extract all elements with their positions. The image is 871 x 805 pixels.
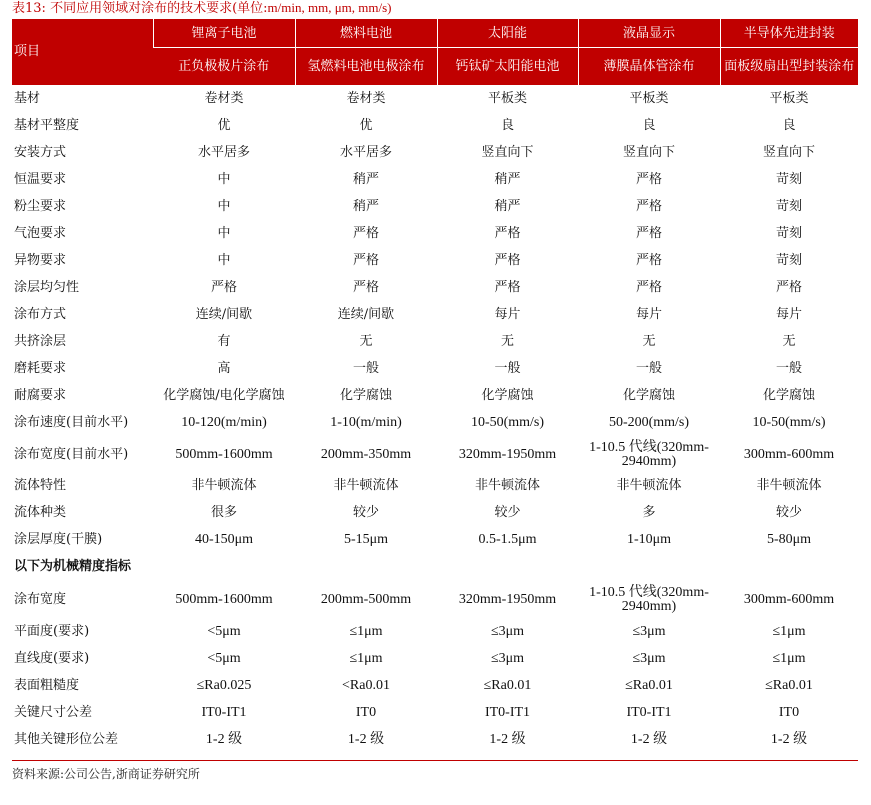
table-cell: 严格 bbox=[775, 280, 802, 295]
table-cell: 一般 bbox=[635, 361, 662, 376]
table-cell: 中 bbox=[217, 172, 231, 187]
table-cell: IT0 bbox=[778, 705, 800, 720]
requirements-table bbox=[12, 19, 858, 754]
table-cell: 稍严 bbox=[352, 199, 379, 214]
row-label: 关键尺寸公差 bbox=[14, 705, 93, 720]
table-cell: 每片 bbox=[635, 307, 662, 322]
table-cell: ≤1μm bbox=[772, 624, 806, 639]
table-cell: 稍严 bbox=[494, 199, 521, 214]
table-cell: 竖直向下 bbox=[481, 145, 534, 160]
table-cell: IT0-IT1 bbox=[201, 705, 247, 720]
table-cell: ≤3μm bbox=[632, 651, 666, 666]
table-cell: 1-2 级 bbox=[347, 732, 385, 747]
table-cell: 5-80μm bbox=[766, 532, 812, 547]
table-cell: 很多 bbox=[210, 505, 237, 520]
table-row bbox=[12, 410, 858, 437]
group-header: 太阳能 bbox=[437, 19, 578, 48]
table-row bbox=[12, 329, 858, 356]
table-cell: 严格 bbox=[210, 280, 237, 295]
table-cell: 1-2 级 bbox=[205, 732, 243, 747]
table-cell: 优 bbox=[217, 118, 231, 133]
row-label: 涂布宽度(目前水平) bbox=[14, 446, 129, 462]
table-cell: ≤3μm bbox=[632, 624, 666, 639]
table-cell: 平板类 bbox=[487, 90, 527, 106]
table-cell: 500mm-1600mm bbox=[175, 591, 273, 607]
table-cell: 一般 bbox=[775, 361, 802, 376]
table-cell: 苛刻 bbox=[775, 226, 802, 241]
table-cell: 良 bbox=[642, 118, 656, 133]
table-cell: 非牛顿流体 bbox=[616, 478, 682, 493]
table-cell: 1-10μm bbox=[626, 532, 672, 547]
row-label: 基材 bbox=[14, 91, 41, 106]
table-cell: 0.5-1.5μm bbox=[478, 532, 537, 547]
table-body bbox=[12, 85, 858, 754]
row-label: 异物要求 bbox=[14, 253, 67, 268]
row-label: 粉尘要求 bbox=[14, 199, 67, 214]
table-cell: 300mm-600mm bbox=[743, 591, 835, 607]
caption-prefix: 表13: bbox=[12, 1, 46, 16]
table-row bbox=[12, 619, 858, 646]
row-label: 安装方式 bbox=[14, 145, 67, 160]
table-cell: 化学腐蚀 bbox=[762, 388, 815, 403]
group-header: 液晶显示 bbox=[578, 19, 720, 48]
table-cell: 良 bbox=[782, 118, 796, 133]
table-cell: IT0-IT1 bbox=[484, 705, 531, 720]
source-note: 资料来源:公司公告,浙商证券研究所 bbox=[12, 767, 200, 781]
group-header: 燃料电池 bbox=[295, 19, 437, 48]
table-cell: ≤Ra0.025 bbox=[196, 678, 252, 693]
table-cell: 卷材类 bbox=[204, 90, 244, 106]
table-cell: 500mm-1600mm bbox=[175, 446, 273, 462]
table-row bbox=[12, 727, 858, 754]
section-title: 以下为机械精度指标 bbox=[14, 559, 132, 574]
table-cell: 1-2 级 bbox=[489, 732, 526, 747]
row-header-label: 项目 bbox=[12, 19, 153, 85]
table-row bbox=[12, 581, 858, 619]
row-label: 气泡要求 bbox=[14, 226, 67, 241]
table-row bbox=[12, 527, 858, 554]
caption-units: m/min, mm, μm, mm/s) bbox=[267, 0, 392, 15]
table-cell: 连续/间歇 bbox=[337, 307, 395, 322]
table-cell: IT0 bbox=[355, 705, 377, 720]
table-cell: 苛刻 bbox=[775, 253, 802, 268]
table-cell: 非牛顿流体 bbox=[333, 478, 399, 493]
table-row bbox=[12, 500, 858, 527]
table-row bbox=[12, 473, 858, 500]
subgroup-header: 薄膜晶体管涂布 bbox=[578, 48, 720, 86]
table-cell: 竖直向下 bbox=[622, 145, 675, 160]
table-cell: IT0-IT1 bbox=[626, 705, 672, 720]
row-label: 涂层均匀性 bbox=[14, 280, 80, 295]
table-cell: 化学腐蚀 bbox=[622, 388, 675, 403]
table-cell: ≤3μm bbox=[490, 624, 525, 639]
table-cell: 5-15μm bbox=[343, 532, 389, 547]
table-cell: 优 bbox=[359, 118, 373, 133]
row-label: 其他关键形位公差 bbox=[14, 732, 119, 747]
table-cell: ≤Ra0.01 bbox=[483, 678, 532, 693]
table-cell: 10-50(mm/s) bbox=[470, 415, 545, 430]
table-cell: 50-200(mm/s) bbox=[608, 415, 690, 430]
table-cell: 一般 bbox=[352, 361, 379, 376]
table-cell: 非牛顿流体 bbox=[191, 478, 257, 493]
table-cell: ≤Ra0.01 bbox=[625, 678, 673, 693]
row-label: 共挤涂层 bbox=[14, 334, 67, 349]
row-label: 流体特性 bbox=[14, 478, 67, 493]
subgroup-header: 正负极极片涂布 bbox=[153, 48, 295, 86]
subgroup-header: 氢燃料电池电极涂布 bbox=[295, 48, 437, 86]
table-cell: 平板类 bbox=[769, 90, 809, 106]
table-row bbox=[12, 673, 858, 700]
table-cell: 每片 bbox=[494, 307, 521, 322]
table-row bbox=[12, 275, 858, 302]
table-cell: 每片 bbox=[775, 307, 802, 322]
table-cell: 严格 bbox=[494, 226, 521, 241]
table-cell: 稍严 bbox=[494, 172, 521, 187]
table-row bbox=[12, 221, 858, 248]
subgroup-header: 面板级扇出型封装涂布 bbox=[720, 48, 858, 86]
table-row bbox=[12, 113, 858, 140]
table-cell: 一般 bbox=[494, 361, 521, 376]
row-label: 涂布宽度 bbox=[14, 591, 67, 607]
row-label: 直线度(要求) bbox=[14, 651, 90, 666]
row-label: 流体种类 bbox=[14, 505, 67, 520]
table-cell: 化学腐蚀 bbox=[339, 388, 392, 403]
row-label: 基材平整度 bbox=[14, 118, 80, 133]
table-row bbox=[12, 700, 858, 727]
table-row bbox=[12, 302, 858, 329]
table-cell: 苛刻 bbox=[775, 172, 802, 187]
table-cell: 中 bbox=[217, 199, 231, 214]
table-cell: 高 bbox=[217, 361, 231, 376]
table-cell: 竖直向下 bbox=[762, 145, 815, 160]
table-cell: 1-10(m/min) bbox=[330, 415, 402, 430]
table-cell: 严格 bbox=[635, 199, 662, 214]
row-label: 平面度(要求) bbox=[14, 624, 90, 639]
table-cell: 严格 bbox=[635, 226, 662, 241]
row-label: 耐腐要求 bbox=[14, 388, 67, 403]
table-cell: 较少 bbox=[352, 505, 379, 520]
table-cell: 无 bbox=[782, 334, 796, 349]
table-cell: 中 bbox=[217, 226, 231, 241]
row-label: 涂布速度(目前水平) bbox=[14, 415, 129, 430]
table-cell: 40-150μm bbox=[194, 532, 254, 547]
table-cell: 连续/间歇 bbox=[195, 307, 253, 322]
table-row bbox=[12, 194, 858, 221]
table-caption bbox=[12, 0, 392, 17]
table-cell: 1-10.5 代线(320mm-2940mm) bbox=[589, 439, 709, 469]
table-cell: 严格 bbox=[635, 280, 662, 295]
table-cell: 水平居多 bbox=[339, 145, 392, 160]
table-cell: 严格 bbox=[494, 280, 521, 295]
table-cell: 1-2 级 bbox=[630, 732, 668, 747]
table-cell: 300mm-600mm bbox=[743, 446, 835, 462]
table-cell: 水平居多 bbox=[197, 145, 250, 160]
table-row bbox=[12, 437, 858, 473]
table-cell: 稍严 bbox=[352, 172, 379, 187]
table-cell: 良 bbox=[500, 118, 514, 133]
table-cell: 较少 bbox=[494, 505, 521, 520]
table-cell: <5μm bbox=[207, 651, 241, 666]
group-header: 锂离子电池 bbox=[153, 19, 295, 48]
table-cell: ≤1μm bbox=[772, 651, 806, 666]
table-cell: 200mm-350mm bbox=[320, 446, 412, 462]
section-row bbox=[12, 554, 858, 581]
table-cell: 严格 bbox=[494, 253, 521, 268]
table-row bbox=[12, 356, 858, 383]
table-cell: 严格 bbox=[352, 280, 379, 295]
table-row bbox=[12, 85, 858, 113]
table-cell: 卷材类 bbox=[346, 90, 386, 106]
group-header: 半导体先进封装 bbox=[720, 19, 858, 48]
table-cell: ≤1μm bbox=[349, 651, 383, 666]
table-cell: 化学腐蚀/电化学腐蚀 bbox=[163, 388, 285, 403]
table-cell: ≤3μm bbox=[490, 651, 525, 666]
table-cell: 化学腐蚀 bbox=[481, 388, 534, 403]
table-cell: 严格 bbox=[635, 253, 662, 268]
table-cell: 1-2 级 bbox=[770, 732, 808, 747]
table-cell: 320mm-1950mm bbox=[458, 446, 557, 462]
table-cell: ≤Ra0.01 bbox=[765, 678, 813, 693]
footer-divider bbox=[12, 760, 858, 761]
table-cell: 有 bbox=[217, 334, 231, 349]
subgroup-header: 钙钛矿太阳能电池 bbox=[437, 48, 578, 86]
table-cell: 无 bbox=[500, 334, 514, 349]
table-row bbox=[12, 167, 858, 194]
table-cell: 非牛顿流体 bbox=[474, 478, 540, 493]
table-row bbox=[12, 383, 858, 410]
table-cell: 多 bbox=[642, 505, 656, 520]
table-row bbox=[12, 248, 858, 275]
table-cell: 严格 bbox=[352, 226, 379, 241]
row-label: 恒温要求 bbox=[14, 172, 67, 187]
table-row bbox=[12, 646, 858, 673]
table-cell: 中 bbox=[217, 253, 231, 268]
table-row bbox=[12, 140, 858, 167]
caption-title: 不同应用领域对涂布的技术要求(单位: bbox=[50, 1, 268, 16]
table-cell: 10-120(m/min) bbox=[181, 415, 267, 430]
table-cell: 较少 bbox=[775, 505, 802, 520]
table-cell: <5μm bbox=[207, 624, 241, 639]
table-cell: 平板类 bbox=[629, 90, 669, 106]
table-cell: 10-50(mm/s) bbox=[752, 415, 826, 430]
table-cell: ≤1μm bbox=[349, 624, 383, 639]
table-cell: 无 bbox=[359, 334, 373, 349]
table-cell: 320mm-1950mm bbox=[458, 591, 557, 607]
table-cell: 严格 bbox=[635, 172, 662, 187]
table-cell: 无 bbox=[642, 334, 656, 349]
table-cell: 1-10.5 代线(320mm-2940mm) bbox=[589, 584, 709, 614]
table-cell: 200mm-500mm bbox=[320, 591, 412, 607]
row-label: 涂布方式 bbox=[14, 307, 67, 322]
row-label: 表面粗糙度 bbox=[14, 678, 80, 693]
table-cell: <Ra0.01 bbox=[342, 678, 390, 693]
table-cell: 严格 bbox=[352, 253, 379, 268]
table-cell: 苛刻 bbox=[775, 199, 802, 214]
row-label: 涂层厚度(干膜) bbox=[14, 532, 103, 547]
row-label: 磨耗要求 bbox=[14, 361, 67, 376]
table-cell: 非牛顿流体 bbox=[756, 478, 822, 493]
